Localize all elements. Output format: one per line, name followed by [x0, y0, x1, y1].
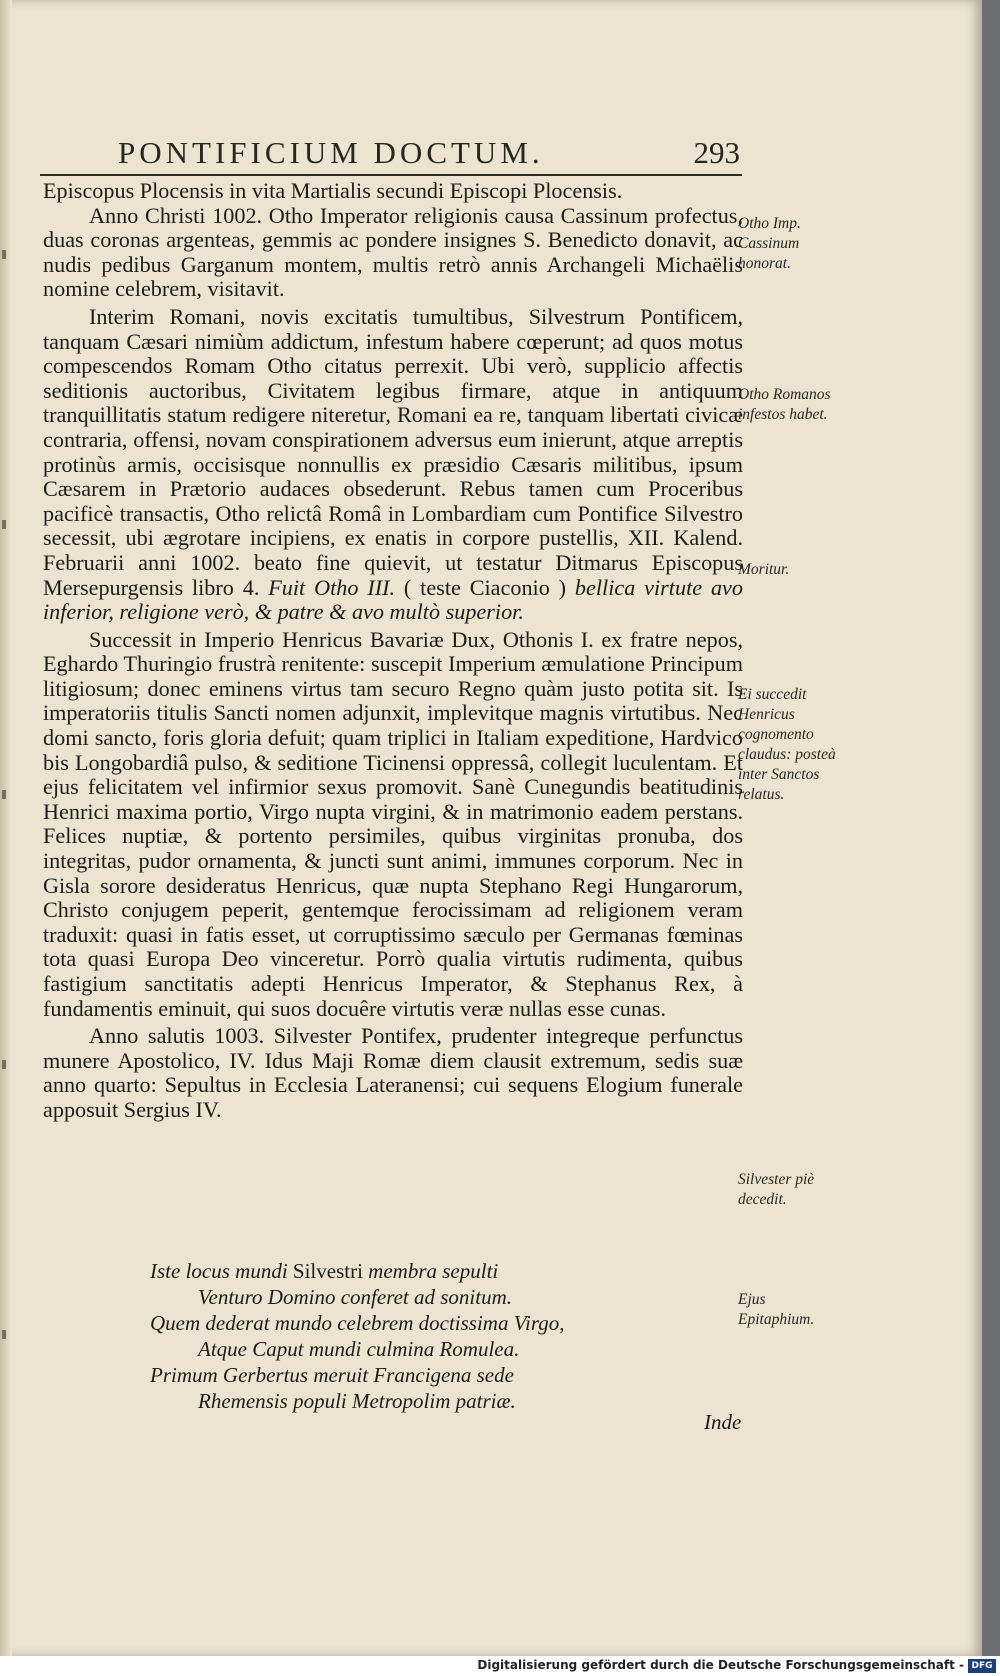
margin-note-romani: Otho Romanos infestos habet.	[738, 386, 831, 423]
funding-notice: Digitalisierung gefördert durch die Deutsche Forschungsgemeinschaft -	[477, 1658, 964, 1672]
poem-line-1-plain: Silvestri	[287, 1259, 369, 1283]
poem-line-2: Venturo Domino conferet ad sonitum.	[198, 1285, 512, 1309]
paragraph-3-plain: ( teste Ciaconio )	[395, 574, 575, 600]
main-text	[43, 179, 743, 1123]
margin-note-cassinum: Otho Imp. Cassinum honorat.	[738, 215, 801, 272]
dfg-logo-icon: DFG	[968, 1659, 996, 1673]
catchword: Inde	[704, 1410, 742, 1434]
footer-bar	[0, 1656, 1000, 1676]
margin-note-epitaphium: Ejus Epitaphium.	[738, 1291, 815, 1328]
poem-line-1-italic-b: membra sepulti	[368, 1259, 499, 1283]
page-gutter	[0, 0, 12, 1656]
margin-note-silvester: Silvester piè decedit.	[738, 1171, 815, 1208]
paragraph-3-italic-a: Fuit Otho III.	[268, 574, 396, 600]
page-header	[40, 135, 740, 175]
paragraph-3	[43, 305, 743, 625]
poem-line-4: Atque Caput mundi culmina Romulea.	[198, 1337, 520, 1361]
epitaph-poem	[150, 1258, 710, 1414]
paragraph-1: Episcopus Plocensis in vita Martialis secundi Episcopi Plocensis.	[43, 178, 623, 203]
poem-line-1	[150, 1258, 710, 1284]
paragraph-3-text: Interim Romani, novis excitatis tumultibus, Silvestrum Pontificem, tanquam Cæsari nimiùm addictum, infestum habere cœperunt; ad quos motus compescendos Romam Otho citatus perrexit. Ubi verò, supplicio affectis seditionis auctoribus, Civitatem legibus firmare, atque in antiquum tranquillitatis statum redigere niteretur, Romani ea re, tanquam libertati civicæ contraria, offensi, novam conspirationem adversus eum inierunt, atque arreptis protinùs armis, occisisque nonnullis ex præsidio Cæsaris militibus, ipsum Cæsarem in Prætorio audaces obsederunt. Rebus tamen cum Proceribus pacificè transactis, Otho relictâ Româ in Lombardiam cum Pontifice Silvestro secessit, ubi ægrotare incipiens, ex enatis in corpore pustellis, XII. Kalend. Februarii anni 1002. beato fine quievit, ut testatur Ditmarus Episcopus Mersepurgensis libro 4.	[43, 303, 743, 600]
page-number: 293	[693, 135, 740, 170]
poem-line-6: Rhemensis populi Metropolim patriæ.	[198, 1389, 516, 1413]
margin-note-moritur: Moritur.	[738, 561, 790, 578]
paragraph-2: Anno Christi 1002. Otho Imperator religionis causa Cassinum profectus, duas coronas argenteas, gemmis ac pondere insignes S. Benedicto donavit, ac nudis pedibus Garganum montem, multis retrò annis Archangeli Michaëlis nomine celebrem, visitavit.	[43, 202, 743, 302]
running-title: PONTIFICIUM DOCTUM.	[118, 135, 544, 170]
paragraph-4: Successit in Imperio Henricus Bavariæ Dux, Othonis I. ex fratre nepos, Eghardo Thuringio frustrà renitente: suscepit Imperium æmulatione Principum litigiosum; donec eminens virtus tam securo Regno quàm justo potita sit. Is imperatoriis titulis Sancti nomen adjunxit, implevitque magnis virtutibus. Nec domi sancto, foris gloria defuit; quam triplici in Italiam expeditione, Hardvico bis Longobardiâ pulso, & seditione Ticinensi oppressâ, collegit luculentam. Et ejus felicitatem vel infirmior sexus promovit. Sanè Cunegundis beatitudinis Henrici maxima portio, Virgo nupta virgini, & in matrimonio eadem perstans. Felices nuptiæ, & portento persimiles, quibus virginitas pronuba, dos integritas, pudor ornamenta, & juncti sunt animi, immunes corporum. Nec in Gisla sorore desideratus Henricus, quæ nupta Stephano Regi Hungarorum, Christo conjugem peperit, gentemque ferocissimam ad religionem veram traduxit: quasi in fatis esset, ut corruptissimo sæculo per Germanas fœminas tota quasi Europa Deo vinceretur. Porrò qualia virtutis rudimenta, quibus fastigium sanctitatis adepti Henricus Imperator, & Stephanus Rex, à fundamentis eminuit, qui suos docuêre virtutis veræ nullas esse cunas.	[43, 626, 743, 1021]
poem-line-1-italic: Iste locus mundi	[150, 1259, 288, 1283]
paragraph-3-italic-b: bellica virtute avo inferior, religione verò, & patre & avo multò superior.	[43, 574, 743, 625]
margin-note-henricus: Ei succedit Henricus cognomento claudus: posteà inter Sanctos relatus.	[738, 686, 836, 803]
poem-line-5: Primum Gerbertus meruit Francigena sede	[150, 1363, 514, 1387]
poem-line-3: Quem dederat mundo celebrem doctissima Virgo,	[150, 1311, 565, 1335]
paragraph-5: Anno salutis 1003. Silvester Pontifex, prudenter integreque perfunctus munere Apostolico, IV. Idus Maji Romæ diem clausit extremum, sedis suæ anno quarto: Sepultus in Ecclesia Lateranensi; cui sequens Elogium funerale apposuit Sergius IV.	[43, 1023, 743, 1122]
header-rule	[40, 174, 742, 176]
